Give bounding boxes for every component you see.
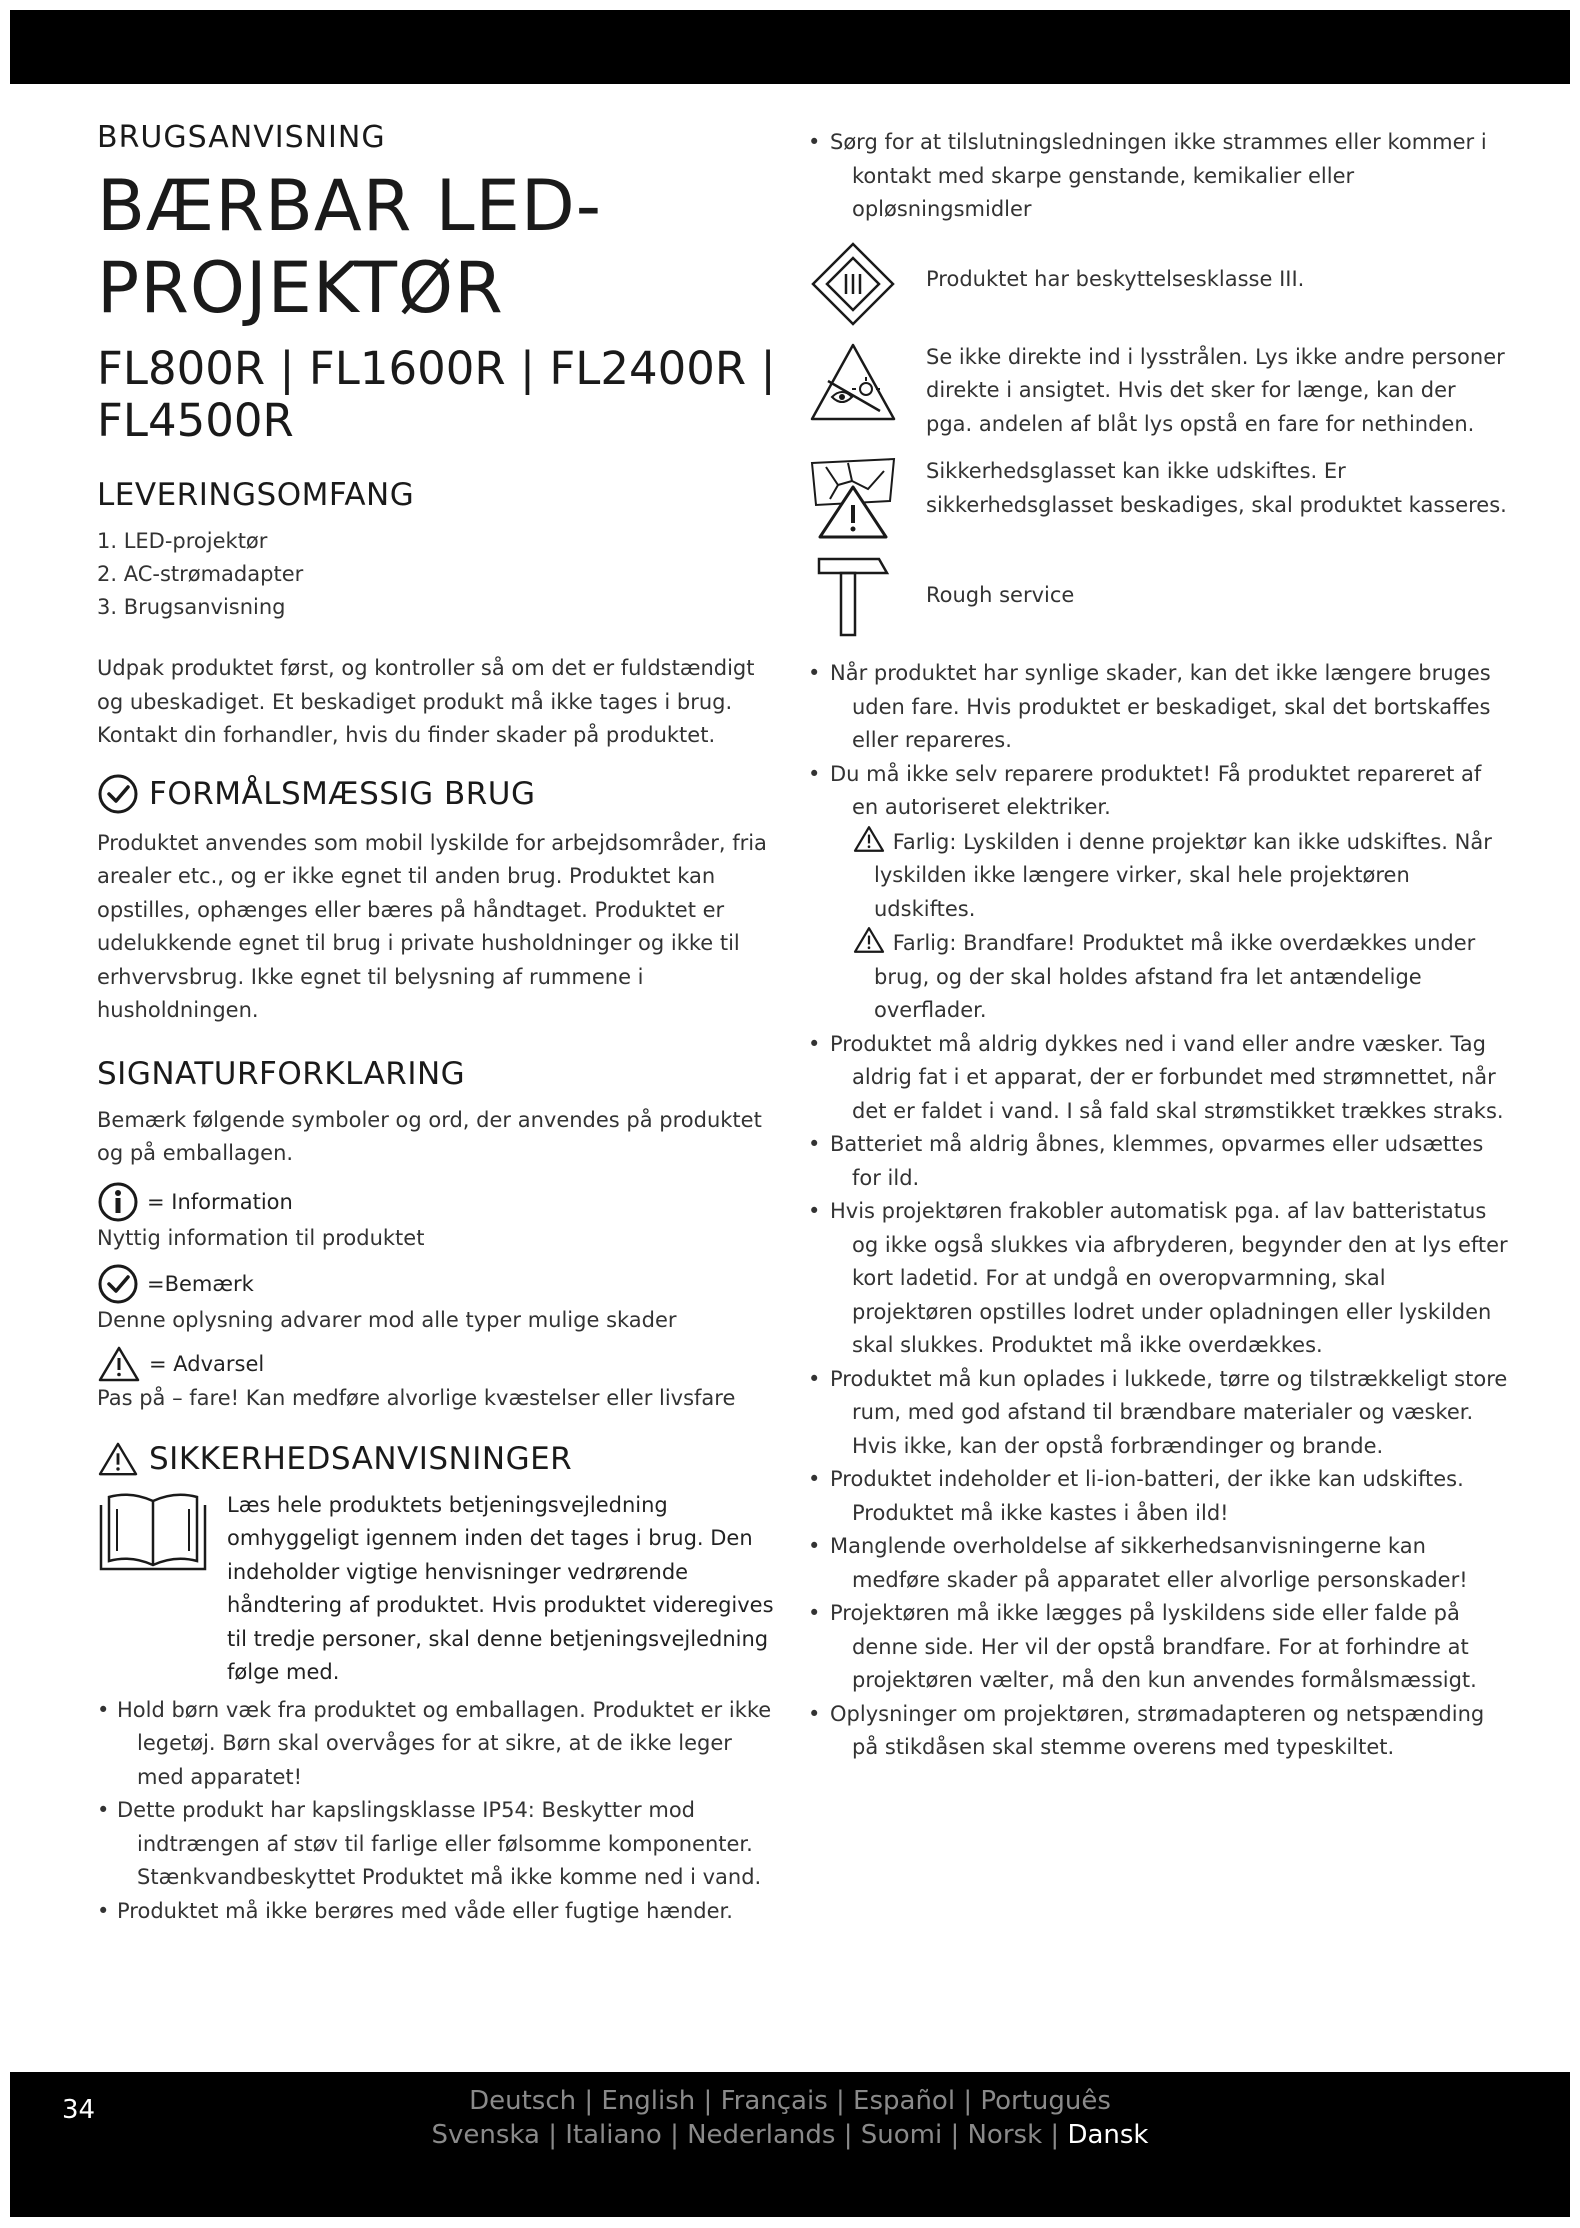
warning-description: Pas på – fare! Kan medføre alvorlige kvæstelser eller livsfare	[97, 1385, 736, 1410]
symbol-row-broken-glass	[808, 455, 1508, 539]
page-title-line1: BÆRBAR LED-	[97, 165, 603, 247]
info-label: = Information	[147, 1189, 293, 1214]
lang-link-dansk-active[interactable]: Dansk	[1067, 2120, 1149, 2150]
warning-triangle-icon	[852, 825, 886, 853]
model-list-line2: FL4500R	[97, 394, 294, 447]
warning-label: Farlig:	[892, 931, 957, 955]
read-manual-text: Læs hele produktets betjeningsvejledning omhyggeligt igennem inden det tages i brug. Den indeholder vigtige henvisninger vedrørende håndtering af produktet. Hvis produktet videregives til tredje personer, skal denne betjeningsvejledning følge med.	[227, 1492, 774, 1684]
right-top-bullets	[808, 126, 1508, 227]
page-title-line2: PROJEKTØR	[97, 247, 504, 329]
intended-use-heading	[97, 773, 777, 815]
lang-link-nederlands[interactable]: Nederlands	[687, 2120, 836, 2150]
intended-use-text: Produktet anvendes som mobil lyskilde for arbejdsområder, fria arealer etc., og er ikke egnet til anden brug. Produktet kan opstilles, ophænges eller bæres på håndtaget. Produktet er udelukkende egnet til brug i private husholdninger og ikke til erhvervsbrug. Ikke egnet til belysning af rummene i husholdningen.	[97, 830, 767, 1022]
fire-warning	[852, 926, 1508, 1028]
class-iii-text: Produktet har beskyttelsesklasse III.	[926, 266, 1305, 291]
page-number: 34	[62, 2095, 96, 2125]
info-description: Nyttig information til produktet	[97, 1225, 425, 1250]
intended-use-heading-text: FORMÅLSMÆSSIG BRUG	[149, 775, 536, 812]
symbol-row-class-iii	[808, 241, 1508, 327]
rough-service-text: Rough service	[926, 583, 1075, 607]
page-title	[97, 165, 777, 329]
lang-link-norsk[interactable]: Norsk	[967, 2120, 1043, 2150]
lang-link-english[interactable]: English	[601, 2086, 696, 2116]
list-item: • Manglende overholdelse af sikkerhedsanvisningerne kan medføre skader på apparatet eller alvorlige personskader!	[808, 1530, 1508, 1597]
repair-text: Du må ikke selv reparere produktet! Få produktet repareret af en autoriseret elektriker.	[830, 761, 1482, 819]
list-item: 1. LED-projektør	[97, 529, 268, 553]
left-safety-bullets	[97, 1694, 777, 1929]
lang-link-italiano[interactable]: Italiano	[565, 2120, 662, 2150]
right-column	[808, 122, 1508, 1765]
list-item: • Sørg for at tilslutningsledningen ikke strammes eller kommer i kontakt med skarpe genstande, kemikalier eller opløsningsmidler	[808, 126, 1508, 227]
list-item: • Dette produkt har kapslingsklasse IP54: Beskytter mod indtrængen af støv til farlige eller følsomme komponenter. Stænkvandbeskyttet Produktet må ikke komme ned i vand.	[97, 1794, 777, 1895]
warning-triangle-icon	[852, 926, 886, 954]
symbol-row-rough-service	[808, 553, 1508, 637]
check-circle-icon	[97, 1263, 139, 1305]
model-list-line1: FL800R | FL1600R | FL2400R |	[97, 342, 776, 395]
symbols-heading: SIGNATURFORKLARING	[97, 1055, 466, 1092]
scope-heading: LEVERINGSOMFANG	[97, 477, 415, 513]
warning-symbol-row	[97, 1345, 777, 1383]
hammer-icon	[815, 553, 891, 637]
class-iii-diamond-icon	[810, 241, 896, 327]
warning-label: = Advarsel	[149, 1351, 265, 1376]
list-item: • Hvis projektøren frakobler automatisk pga. af lav batteristatus og ikke også slukkes via afbryderen, begynder den at lys efter kort ladetid. For at undgå en overopvarmning, skal projektøren opstilles lodret under opladningen eller lyskilden skal slukkes. Produktet må ikke overdækkes.	[808, 1195, 1508, 1363]
list-item: 2. AC-strømadapter	[97, 562, 304, 586]
model-list	[97, 343, 777, 447]
list-item: • Batteriet må aldrig åbnes, klemmes, opvarmes eller udsættes for ild.	[808, 1128, 1508, 1195]
list-item: • Projektøren må ikke lægges på lyskildens side eller falde på denne side. Her vil der opstå brandfare. For at forhindre at projektøren vælter, må den kun anvendes formålsmæssigt.	[808, 1597, 1508, 1698]
check-circle-icon	[97, 773, 139, 815]
list-item: • Produktet indeholder et li-ion-batteri, der ikke kan udskiftes. Produktet må ikke kastes i åben ild!	[808, 1463, 1508, 1530]
list-item	[808, 758, 1508, 1028]
scope-list	[97, 525, 777, 624]
list-item: • Oplysninger om projektøren, strømadapteren og netspænding på stikdåsen skal stemme overens med typeskiltet.	[808, 1698, 1508, 1765]
eye-warning-icon	[808, 341, 898, 425]
right-safety-bullets	[808, 657, 1508, 1765]
language-nav-row-2: Svenska | Italiano | Nederlands | Suomi | Norsk | Dansk	[431, 2120, 1149, 2150]
list-item: • Produktet må aldrig dykkes ned i vand eller andre væsker. Tag aldrig fat i et apparat, der er forbundet med strømnettet, når det er faldet i vand. I så fald skal strømstikket trækkes straks.	[808, 1028, 1508, 1129]
lang-link-espanol[interactable]: Español	[853, 2086, 956, 2116]
symbol-row-eye-warning	[808, 341, 1508, 442]
symbols-intro: Bemærk følgende symboler og ord, der anvendes på produktet og på emballagen.	[97, 1107, 762, 1165]
eye-warning-text: Se ikke direkte ind i lysstrålen. Lys ikke andre personer direkte i ansigtet. Hvis det sker for længe, kan der pga. andelen af blåt lys opstå en fare for nethinden.	[926, 344, 1505, 436]
safety-heading	[97, 1441, 777, 1477]
lang-link-svenska[interactable]: Svenska	[431, 2120, 540, 2150]
warning-label: Farlig:	[892, 829, 957, 854]
lang-link-suomi[interactable]: Suomi	[860, 2120, 943, 2150]
list-item: • Produktet må ikke berøres med våde eller fugtige hænder.	[97, 1895, 777, 1929]
note-label: =Bemærk	[147, 1271, 254, 1296]
top-black-bar	[10, 10, 1570, 84]
warning-triangle-icon	[97, 1345, 141, 1383]
list-item: 3. Brugsanvisning	[97, 595, 286, 619]
lang-link-francais[interactable]: Français	[720, 2086, 828, 2116]
lang-link-deutsch[interactable]: Deutsch	[469, 2086, 577, 2116]
document-kicker: BRUGSANVISNING	[97, 120, 386, 155]
language-nav-row-1: Deutsch | English | Français | Español | Português	[469, 2086, 1111, 2116]
light-source-warning	[852, 825, 1508, 927]
list-item: • Hold børn væk fra produktet og emballagen. Produktet er ikke legetøj. Børn skal overvåges for at sikre, at de ikke leger med apparatet!	[97, 1694, 777, 1795]
warning-text: Lyskilden i denne projektør kan ikke udskiftes. Når lyskilden ikke længere virker, skal hele projektøren udskiftes.	[874, 829, 1492, 921]
note-symbol-row	[97, 1263, 777, 1305]
warning-triangle-icon	[97, 1441, 139, 1477]
unpack-instructions: Udpak produktet først, og kontroller så om det er fuldstændigt og ubeskadiget. Et beskadiget produkt må ikke tages i brug. Kontakt din forhandler, hvis du finder skader på produktet.	[97, 656, 755, 747]
lang-link-portugues[interactable]: Português	[980, 2086, 1111, 2116]
open-book-icon	[97, 1489, 209, 1573]
note-description: Denne oplysning advarer mod alle typer mulige skader	[97, 1307, 677, 1332]
info-symbol-row	[97, 1181, 777, 1223]
read-manual-block	[97, 1489, 777, 1690]
list-item: • Produktet må kun oplades i lukkede, tørre og tilstrækkeligt store rum, med god afstand til brændbare materialer og væsker. Hvis ikke, kan der opstå forbrændinger og brande.	[808, 1363, 1508, 1464]
broken-glass-icon	[808, 455, 898, 539]
left-column	[97, 120, 777, 1928]
list-item: • Når produktet har synlige skader, kan det ikke længere bruges uden fare. Hvis produktet er beskadiget, skal det bortskaffes eller repareres.	[808, 657, 1508, 758]
info-icon	[97, 1181, 139, 1223]
broken-glass-text: Sikkerhedsglasset kan ikke udskiftes. Er sikkerhedsglasset beskadiges, skal produktet kasseres.	[926, 459, 1507, 517]
safety-heading-text: SIKKERHEDSANVISNINGER	[149, 1440, 573, 1477]
warning-text: Brandfare! Produktet må ikke overdækkes under brug, og der skal holdes afstand fra let antændelige overflader.	[874, 931, 1476, 1022]
